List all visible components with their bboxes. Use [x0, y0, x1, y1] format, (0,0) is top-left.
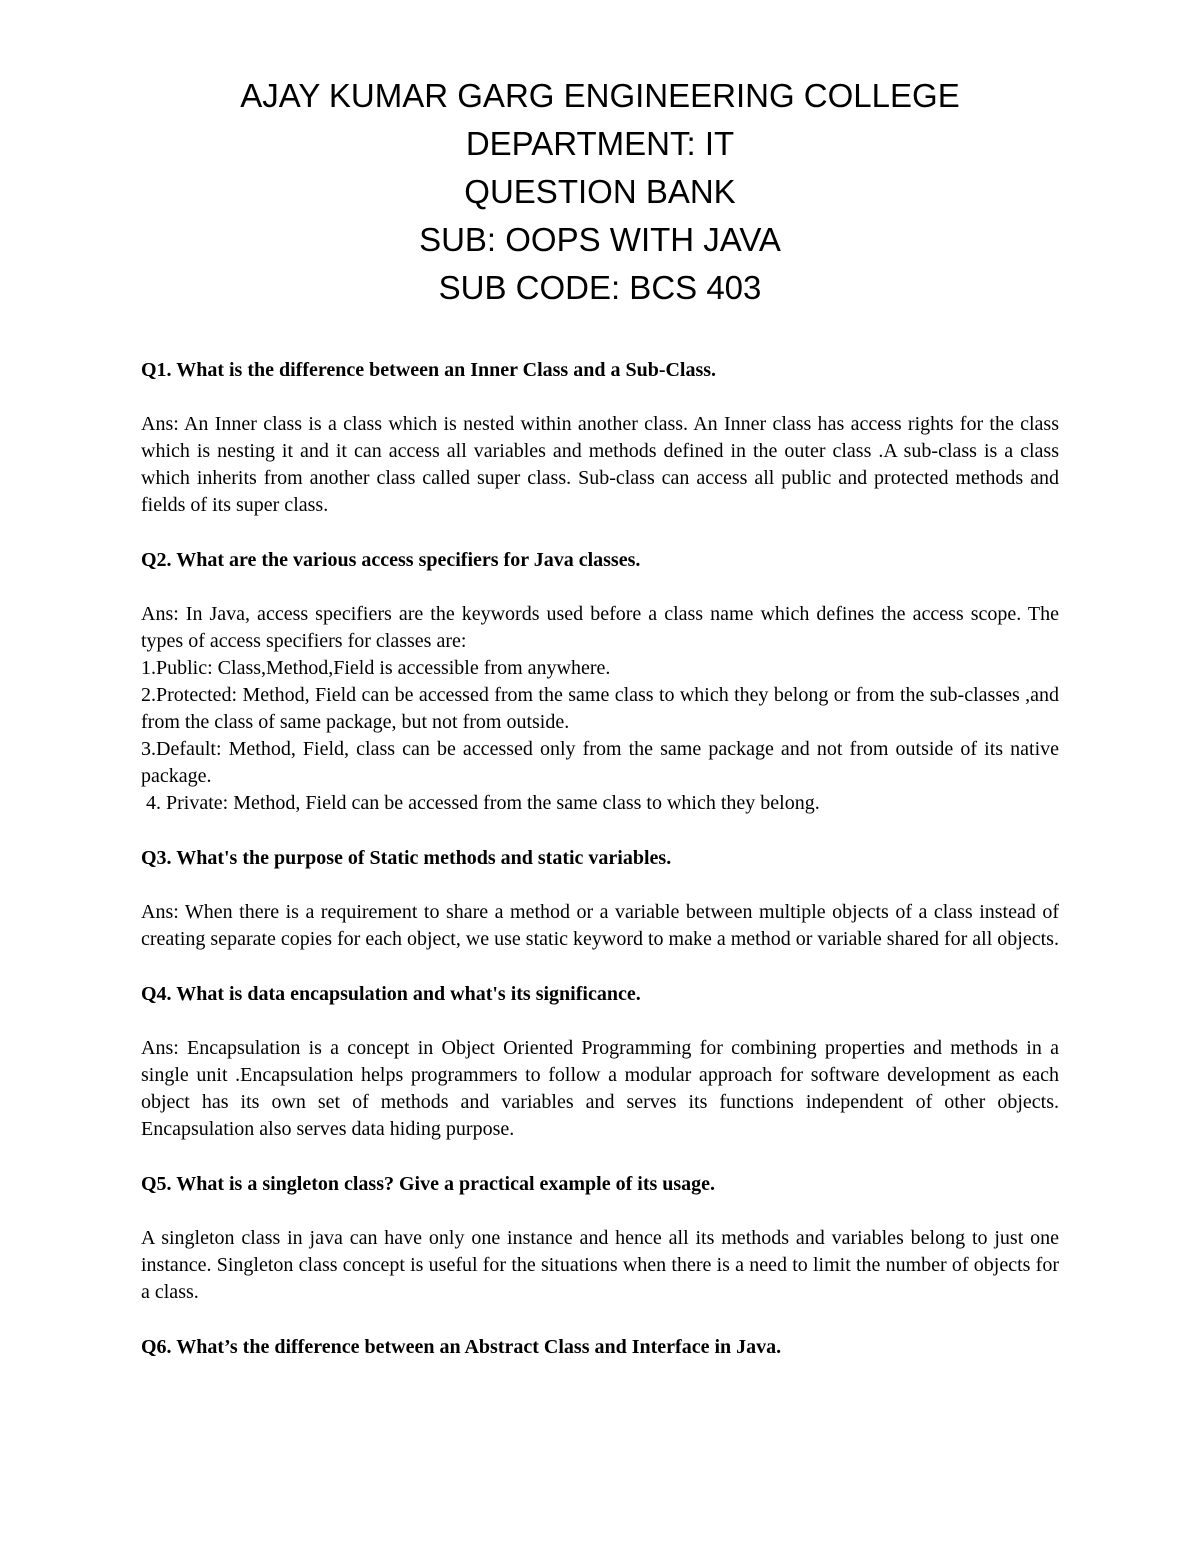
document-header [0, 72, 1200, 312]
answer-text: Ans: In Java, access specifiers are the keywords used before a class name which defines the access scope. The types of access specifiers for classes are: [141, 603, 1059, 652]
question-block [141, 1332, 1059, 1362]
answer-text: Ans: Encapsulation is a concept in Object Oriented Programming for combining properties and methods in a single unit .Encapsulation helps programmers to follow a modular approach for software development as each object has its own set of methods and variables and serves its functions independent of other objects. Encapsulation also serves data hiding purpose. [141, 1037, 1059, 1140]
question-text: Q1. What is the difference between an Inner Class and a Sub-Class. [141, 359, 717, 381]
answer-text: Ans: An Inner class is a class which is nested within another class. An Inner class has access rights for the class which is nesting it and it can access all variables and methods defined in the outer class .A sub-class is a class which inherits from another class called super class. Sub-class can access all public and protected methods and fields of its super class. [141, 413, 1059, 516]
college-name: AJAY KUMAR GARG ENGINEERING COLLEGE [240, 77, 960, 114]
department: DEPARTMENT: IT [465, 125, 735, 162]
question-block [141, 843, 1059, 953]
question-block [141, 979, 1059, 1143]
list-item: 1.Public: Class,Method,Field is accessible from anywhere. [141, 657, 611, 679]
document-title: QUESTION BANK [464, 173, 736, 210]
question-text: Q3. What's the purpose of Static methods and static variables. [141, 847, 672, 869]
question-text: Q5. What is a singleton class? Give a practical example of its usage. [141, 1173, 716, 1195]
list-item: 4. Private: Method, Field can be accessed from the same class to which they belong. [141, 792, 820, 814]
question-block [141, 1169, 1059, 1306]
subject: SUB: OOPS WITH JAVA [419, 221, 781, 258]
question-block [141, 355, 1059, 519]
subject-code: SUB CODE: BCS 403 [438, 269, 762, 306]
answer-text: Ans: When there is a requirement to share a method or a variable between multiple objects of a class instead of creating separate copies for each object, we use static keyword to make a method or variable shared for all objects. [141, 901, 1059, 950]
question-text: Q2. What are the various access specifiers for Java classes. [141, 549, 641, 571]
question-block [141, 545, 1059, 817]
question-text: Q6. What’s the difference between an Abstract Class and Interface in Java. [141, 1336, 782, 1358]
question-list [141, 355, 1059, 1388]
answer-block [141, 601, 1059, 817]
question-text: Q4. What is data encapsulation and what's its significance. [141, 983, 641, 1005]
list-item: 2.Protected: Method, Field can be accessed from the same class to which they belong or from the sub-classes ,and from the class of same package, but not from outside. [141, 684, 1059, 733]
list-item: 3.Default: Method, Field, class can be accessed only from the same package and not from outside of its native package. [141, 738, 1059, 787]
answer-text: A singleton class in java can have only one instance and hence all its methods and variables belong to just one instance. Singleton class concept is useful for the situations when there is a need to limit the number of objects for a class. [141, 1227, 1059, 1303]
